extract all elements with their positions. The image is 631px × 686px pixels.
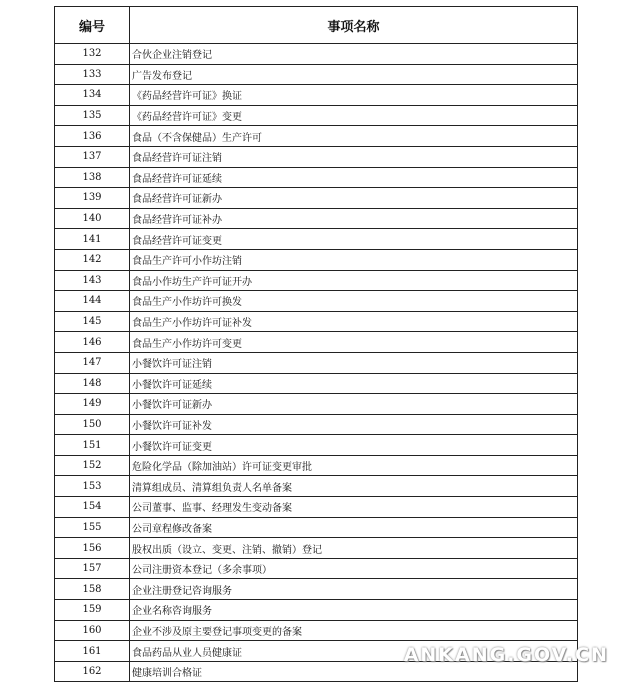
row-number: 141 [55, 229, 130, 250]
row-number: 133 [55, 64, 130, 85]
row-item-name: 食品药品从业人员健康证 [130, 641, 578, 662]
row-item-name: 小餐饮许可证注销 [130, 352, 578, 373]
table-row [55, 208, 578, 229]
table-row [55, 579, 578, 600]
row-number: 144 [55, 291, 130, 312]
table-row [55, 620, 578, 641]
header-item-name: 事项名称 [130, 7, 578, 44]
table-row [55, 146, 578, 167]
row-number: 146 [55, 332, 130, 353]
row-item-name: 食品经营许可证延续 [130, 167, 578, 188]
table-row [55, 352, 578, 373]
row-item-name: 食品小作坊生产许可证开办 [130, 270, 578, 291]
table-row [55, 435, 578, 456]
table-row [55, 394, 578, 415]
row-item-name: 食品经营许可证注销 [130, 146, 578, 167]
row-number: 157 [55, 558, 130, 579]
table-row [55, 497, 578, 518]
row-item-name: 股权出质（设立、变更、注销、撤销）登记 [130, 538, 578, 559]
row-item-name: 企业不涉及原主要登记事项变更的备案 [130, 620, 578, 641]
header-number: 编号 [55, 7, 130, 44]
row-item-name: 小餐饮许可证变更 [130, 435, 578, 456]
table-row [55, 311, 578, 332]
row-item-name: 公司注册资本登记（多余事项） [130, 558, 578, 579]
row-item-name: 公司章程修改备案 [130, 517, 578, 538]
row-item-name: 合伙企业注销登记 [130, 44, 578, 65]
row-number: 140 [55, 208, 130, 229]
row-number: 147 [55, 352, 130, 373]
table-row [55, 270, 578, 291]
row-item-name: 小餐饮许可证补发 [130, 414, 578, 435]
table-row [55, 126, 578, 147]
row-number: 132 [55, 44, 130, 65]
table-row [55, 249, 578, 270]
row-number: 151 [55, 435, 130, 456]
row-number: 156 [55, 538, 130, 559]
row-number: 155 [55, 517, 130, 538]
row-number: 136 [55, 126, 130, 147]
row-number: 138 [55, 167, 130, 188]
table-row [55, 167, 578, 188]
table-row [55, 85, 578, 106]
table-row [55, 332, 578, 353]
row-number: 160 [55, 620, 130, 641]
row-item-name: 食品经营许可证变更 [130, 229, 578, 250]
row-item-name: 《药品经营许可证》换证 [130, 85, 578, 106]
row-item-name: 食品生产小作坊许可换发 [130, 291, 578, 312]
row-item-name: 小餐饮许可证新办 [130, 394, 578, 415]
table-row [55, 517, 578, 538]
row-item-name: 食品经营许可证新办 [130, 188, 578, 209]
row-item-name: 《药品经营许可证》变更 [130, 105, 578, 126]
row-item-name: 危险化学品（除加油站）许可证变更审批 [130, 455, 578, 476]
row-number: 162 [55, 661, 130, 682]
table-row [55, 291, 578, 312]
row-number: 139 [55, 188, 130, 209]
row-number: 143 [55, 270, 130, 291]
row-number: 142 [55, 249, 130, 270]
table-row [55, 229, 578, 250]
table-row [55, 414, 578, 435]
row-item-name: 食品生产许可小作坊注销 [130, 249, 578, 270]
row-number: 135 [55, 105, 130, 126]
row-number: 159 [55, 600, 130, 621]
table-row [55, 558, 578, 579]
table-row [55, 455, 578, 476]
row-item-name: 食品生产小作坊许可证补发 [130, 311, 578, 332]
site-watermark: ANKANG.GOV.CN [403, 644, 609, 666]
table-row [55, 64, 578, 85]
table-row [55, 105, 578, 126]
row-item-name: 企业名称咨询服务 [130, 600, 578, 621]
row-item-name: 健康培训合格证 [130, 661, 578, 682]
row-item-name: 广告发布登记 [130, 64, 578, 85]
row-item-name: 清算组成员、清算组负责人名单备案 [130, 476, 578, 497]
row-number: 134 [55, 85, 130, 106]
table-row [55, 44, 578, 65]
row-number: 152 [55, 455, 130, 476]
row-item-name: 食品生产小作坊许可变更 [130, 332, 578, 353]
items-table [54, 6, 578, 682]
table-row [55, 476, 578, 497]
row-item-name: 小餐饮许可证延续 [130, 373, 578, 394]
row-item-name: 企业注册登记咨询服务 [130, 579, 578, 600]
row-number: 154 [55, 497, 130, 518]
row-item-name: 公司董事、监事、经理发生变动备案 [130, 497, 578, 518]
table-body [55, 44, 578, 682]
row-number: 149 [55, 394, 130, 415]
row-number: 145 [55, 311, 130, 332]
row-number: 137 [55, 146, 130, 167]
row-number: 148 [55, 373, 130, 394]
row-item-name: 食品经营许可证补办 [130, 208, 578, 229]
row-number: 161 [55, 641, 130, 662]
row-item-name: 食品（不含保健品）生产许可 [130, 126, 578, 147]
row-number: 150 [55, 414, 130, 435]
row-number: 158 [55, 579, 130, 600]
table-row [55, 600, 578, 621]
table-row [55, 373, 578, 394]
table-row [55, 188, 578, 209]
table-row [55, 538, 578, 559]
row-number: 153 [55, 476, 130, 497]
table-header-row [55, 7, 578, 44]
